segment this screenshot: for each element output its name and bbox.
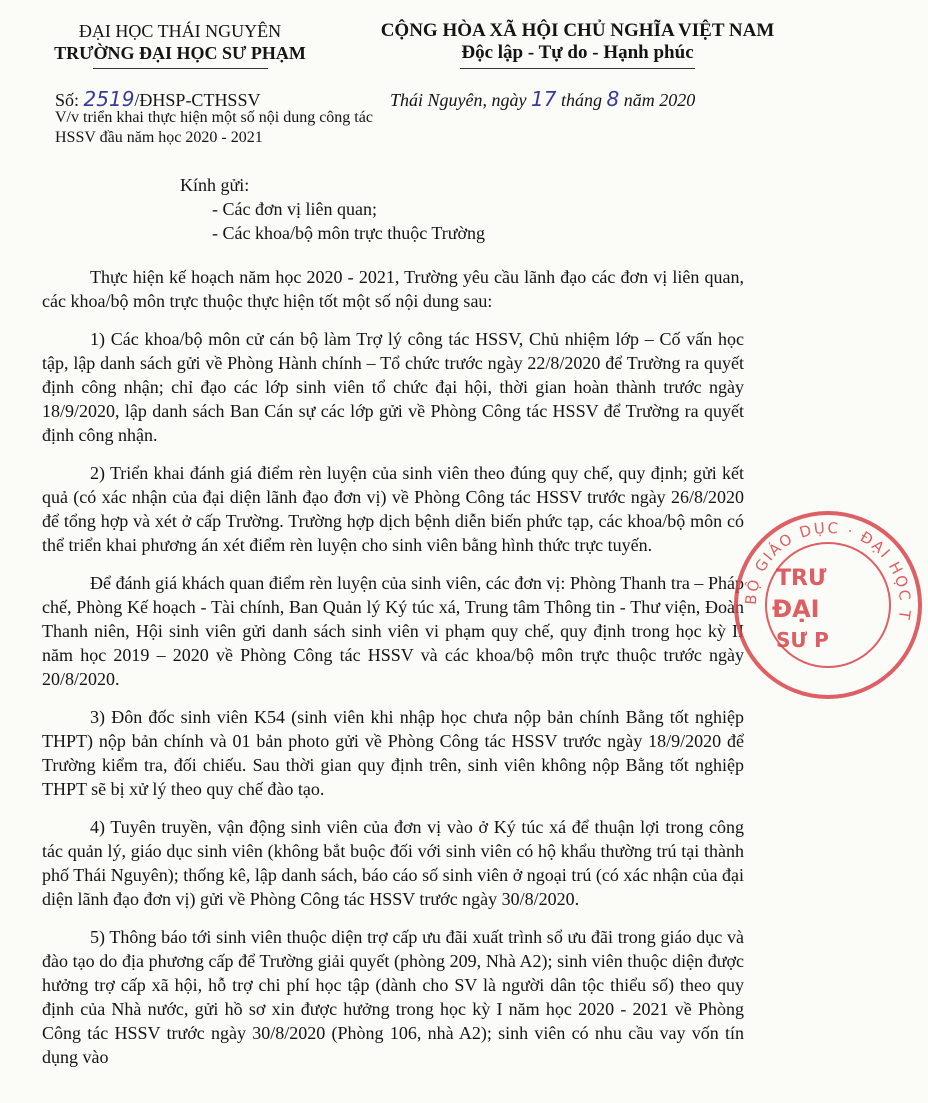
item-2-note-paragraph: Để đánh giá khách quan điểm rèn luyện của sinh viên, các đơn vị: Phòng Thanh tra – Pháp chế, Phòng Kế hoạch - Tài chính, Ban Quản lý Ký túc xá, Trung tâm Thông tin - Thư viện, Đoàn Thanh niên, Hội sinh viên gửi danh sách sinh viên vi phạm quy chế, quy định trong học kỳ II năm học 2019 – 2020 về Phòng Công tác HSSV và các khoa/bộ môn trực thuộc trước ngày 20/8/2020. xyxy=(42,573,744,689)
handwritten-month: 8 xyxy=(606,87,620,111)
university-name: ĐẠI HỌC THÁI NGUYÊN xyxy=(78,21,282,41)
date-prefix: Thái Nguyên, ngày xyxy=(390,90,527,110)
handwritten-number: 2519 xyxy=(83,87,135,111)
recipient-list xyxy=(212,197,485,245)
seal-line-3: SƯ P xyxy=(776,628,829,652)
seal-line-1: TRƯ xyxy=(776,566,827,591)
item-2-paragraph: 2) Triển khai đánh giá điểm rèn luyện của sinh viên theo đúng quy chế, quy định; gửi kết quả (có xác nhận của đại diện lãnh đạo đơn vị) về Phòng Công tác HSSV trước ngày 26/8/2020 để tổng hợp và xét ở cấp Trường. Trường hợp dịch bệnh diễn biến phức tạp, các khoa/bộ môn có thể triển khai phương án xét điểm rèn luyện cho sinh viên bằng hình thức trực tuyến. xyxy=(42,463,744,555)
issuer-header xyxy=(10,20,350,69)
recipient-item: - Các đơn vị liên quan; xyxy=(212,199,377,219)
number-suffix: /ĐHSP-CTHSSV xyxy=(134,90,261,110)
intro-paragraph: Thực hiện kế hoạch năm học 2020 - 2021, Trường yêu cầu lãnh đạo các đơn vị liên quan, các khoa/bộ môn trực thuộc thực hiện tốt một số nội dung sau: xyxy=(42,267,744,311)
seal-line-2: ĐẠI xyxy=(772,595,820,623)
date-line xyxy=(390,88,695,111)
item-4-paragraph: 4) Tuyên truyền, vận động sinh viên của đơn vị vào ở Ký túc xá để thuận lợi trong công tác quản lý, giáo dục sinh viên (không bắt buộc đối với sinh viên có hộ khẩu thường trú tại thành phố Thái Nguyên); thống kê, lập danh sách, báo cáo số sinh viên ở ngoại trú (có xác nhận của đại diện lãnh đạo đơn vị) gửi về Phòng Công tác HSSV trước ngày 30/8/2020. xyxy=(42,817,744,909)
handwritten-day: 17 xyxy=(531,87,557,111)
country-name: CỘNG HÒA XÃ HỘI CHỦ NGHĨA VIỆT NAM xyxy=(380,20,775,41)
document-body xyxy=(42,265,744,1083)
recipient-item: - Các khoa/bộ môn trực thuộc Trường xyxy=(212,223,486,243)
item-5-paragraph: 5) Thông báo tới sinh viên thuộc diện trợ cấp ưu đãi xuất trình sổ ưu đãi trong giáo dục và đào tạo do địa phương cấp để Trường giải quyết (phòng 209, Nhà A2); sinh viên thuộc diện được hưởng trợ cấp xã hội, hỗ trợ chi phí học tập (dành cho SV là người dân tộc thiểu số) theo quy định của Nhà nước, gửi hồ sơ xin được hưởng trong học kỳ I năm học 2020 - 2021 về Phòng Công tác HSSV trước ngày 30/8/2020 (Phòng 106, nhà A2); sinh viên có nhu cầu vay vốn tín dụng vào xyxy=(42,927,744,1067)
issuer-underline xyxy=(93,68,268,69)
number-prefix: Số: xyxy=(55,90,80,110)
motto: Độc lập - Tự do - Hạnh phúc xyxy=(461,42,694,63)
month-label: tháng xyxy=(560,90,602,110)
document-subject: V/v triển khai thực hiện một số nội dung công tác HSSV đầu năm học 2020 - 2021 xyxy=(55,109,373,146)
seal-ring-text: BỘ GIÁO DỤC · ĐẠI HỌC T xyxy=(741,518,915,623)
school-name: TRƯỜNG ĐẠI HỌC SƯ PHẠM xyxy=(54,43,306,63)
year-text: năm 2020 xyxy=(623,90,696,110)
item-1-paragraph: 1) Các khoa/bộ môn cử cán bộ làm Trợ lý công tác HSSV, Chủ nhiệm lớp – Cố vấn học tập, lập danh sách gửi về Phòng Hành chính – Tổ chức trước ngày 22/8/2020 để Trường ra quyết định công nhận; chỉ đạo các lớp sinh viên tổ chức đại hội, thời gian hoàn thành trước ngày 18/9/2020, lập danh sách Ban Cán sự các lớp gửi về Phòng Công tác HSSV để Trường ra quyết định công nhận. xyxy=(42,329,744,445)
motto-underline xyxy=(460,68,695,69)
salutation: Kính gửi: xyxy=(180,175,250,195)
item-3-paragraph: 3) Đôn đốc sinh viên K54 (sinh viên khi nhập học chưa nộp bản chính Bằng tốt nghiệp THPT) nộp bản chính và 01 bản photo gửi về Phòng Công tác HSSV trước ngày 18/9/2020 để Trường kiểm tra, đối chiếu. Sau thời gian quy định trên, sinh viên không nộp Bằng tốt nghiệp THPT sẽ bị xử lý theo quy chế đào tạo. xyxy=(42,707,744,799)
svg-text:BỘ GIÁO DỤC · ĐẠI HỌC T xyxy=(742,519,914,623)
red-seal-stamp xyxy=(728,505,928,705)
national-header xyxy=(355,20,800,69)
